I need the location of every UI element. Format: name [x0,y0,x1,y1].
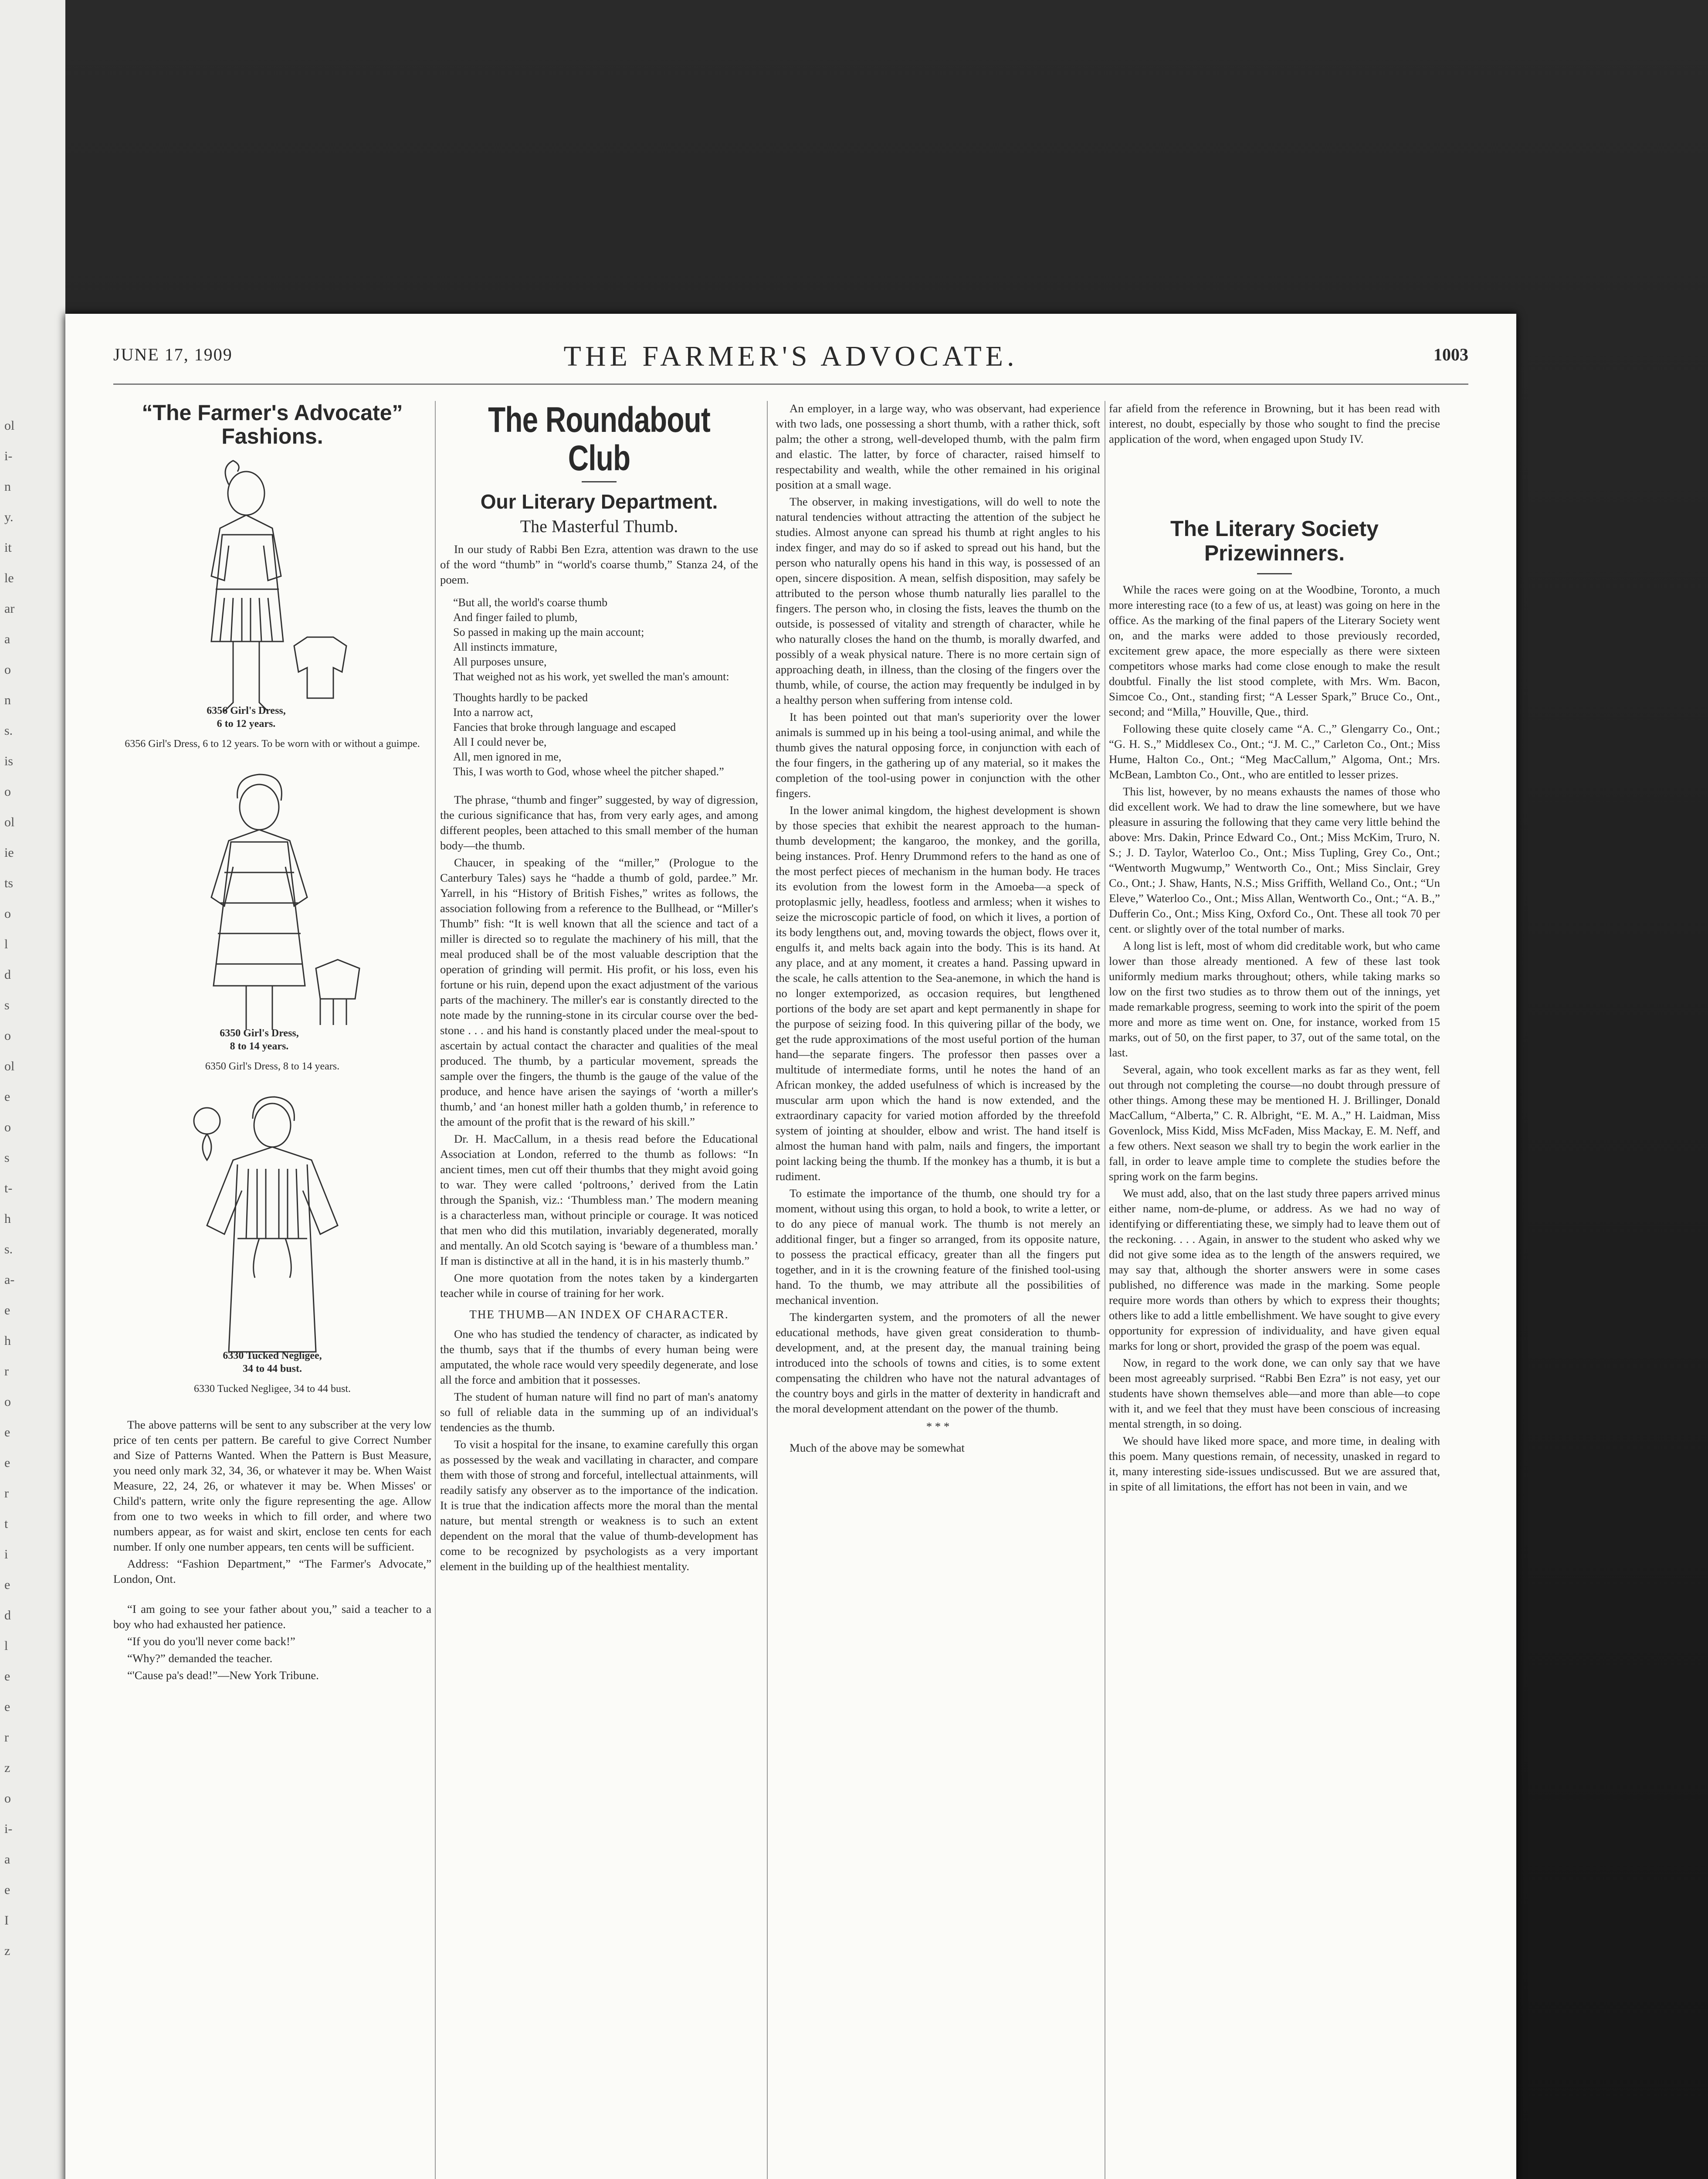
page-number: 1003 [1434,345,1468,364]
previous-page-fragment: n [4,693,11,707]
previous-page-fragment: ol [4,418,15,433]
paragraph: In the lower animal kingdom, the highest development is shown by those species that exhibit the nearest approach to the human-thumb development; the kangaroo, the monkey, and the gorilla, being instances. Prof. Henry Drummond refers to the hand as one of the most perfect pieces of mechanism in the human body. He traces its evolution from the lowest form in the Amoeba—a speck of protoplasmic jelly, headless, footless and armless; when it wishes to seize the microscopic particle of food, on which it lives, a portion of its body lengthens out, and, moving towards the object, flows over it, engulfs it, and melts back again into the body. This is its hand. At any place, and at any moment, it creates a hand. Passing upward in the scale, he calls attention to the Sea-anemone, in which the hand is no longer extemporized, as occasion requires, but lengthened portions of the body are set apart and kept permanently in shape for the purpose of seizing food. In this quivering pillar of the body, we get the rude approximations of the most useful portion of the human hand—the separate fingers. The professor then passes over a multitude of intermediate forms, until he notes the hand of an African monkey, the added usefulness of which is increased by the muscular arm upon which the hand is now extended, and the extraordinary capacity for varied motion afforded by the threefold system of jointing at shoulder, elbow and wrist. The hand itself is almost the human hand with palm, nails and fingers, the important point lacking being the thumb. If the monkey has a thumb, it is but a rudiment. [776,804,1100,1183]
paragraph: The phrase, “thumb and finger” suggested, by way of digression, the curious significance that has, from very early ages, and among different peoples, been attached to this small member of the human body—the thumb. [440,793,758,852]
paragraph: While the races were going on at the Woodbine, Toronto, a much more interesting race (to a few of us, at least) was going on here in the office. As the marking of the final papers of the Literary Society went on, and the marks were added to those previously recorded, excitement grew apace, the more especially as there were sixteen competitors whose marks had come close enough to make the result doubtful. Finally the list stood complete, with Mrs. Wm. Bacon, Simcoe Co., Ont., standing first; “A Lesser Spark,” Bruce Co., Ont., second; and “Milla,” Houville, Que., third. [1109,583,1440,718]
previous-page-fragment: d [4,1608,11,1622]
paragraph: One more quotation from the notes taken by a kindergarten teacher while in course of training for her work. [440,1271,758,1300]
previous-page-fragment: e [4,1090,10,1104]
newspaper-page [65,314,1516,2179]
prizewinners-column [1109,401,1440,2179]
previous-page-fragment: s [4,1151,10,1165]
previous-page-fragment: t- [4,1181,13,1195]
masthead-rule [113,384,1468,385]
previous-page-fragment: t [4,1517,8,1531]
negligee-6330-caption: 6330 Tucked Negligee, 34 to 44 bust. [223,1350,322,1375]
literary-department-heading: Our Literary Department. [480,490,718,513]
previous-page-fragment: a- [4,1273,15,1287]
paragraph: Now, in regard to the work done, we can only say that we have been most agreeably surprised. “Rabbi Ben Ezra” is not easy, yet our students have shown themselves able—and more than able—to cope with it, and we feel that they must have been conscious of increasing mental strength, in so doing. [1109,1356,1440,1430]
fashion-address: Address: “Fashion Department,” “The Farmer's Advocate,” London, Ont. [113,1557,431,1585]
fashions-heading: “The Farmer's Advocate” Fashions. [142,401,403,448]
previous-page-fragment: e [4,1425,10,1439]
previous-page-fragment: le [4,571,14,585]
previous-page-fragment: l [4,937,8,951]
previous-page-fragment: i- [4,1822,13,1836]
previous-page-fragment: e [4,1303,10,1317]
previous-page-fragment: e [4,1700,10,1714]
joke-line-2: “If you do you'll never come back!” [127,1635,295,1648]
previous-page-fragment: r [4,1486,9,1500]
paragraph: An employer, in a large way, who was observant, had experience with two lads, one possessing a short thumb, with a rather thick, soft palm; the other a strong, well-developed thumb, with the palm firm and elastic. The latter, by force of character, raised himself to respectability and wealth, while the other remained in his original position at a small wage. [776,402,1100,491]
previous-page-fragment: d [4,967,11,982]
dress-6350-caption: 6350 Girl's Dress, 8 to 14 years. [220,1028,299,1052]
previous-page-fragment: I [4,1913,9,1928]
article-title: The Masterful Thumb. [520,516,678,536]
previous-page-fragment: e [4,1883,10,1897]
prizewinners-heading: The Literary Society Prizewinners. [1170,516,1379,565]
joke-line-3: “Why?” demanded the teacher. [127,1652,273,1665]
paragraph: One who has studied the tendency of character, as indicated by the thumb, says that if the thumbs of every human being were amputated, the whole race would very speedily degenerate, and lose all the force and ambition that it possesses. [440,1327,758,1386]
paragraph: The student of human nature will find no part of man's anatomy so full of reliable data in the summing up of an individual's tendencies as the thumb. [440,1390,758,1434]
previous-page-fragment: ol [4,815,15,829]
previous-page-fragment: e [4,1456,10,1470]
paragraph: To visit a hospital for the insane, to examine carefully this organ as possessed by the weak and vacillating in character, and compare them with those of strong and forceful, intellectual attainments, will readily satisfy any observer as to the importance of the indication. It is true that the indication affects more the moral than the mental nature, but mental strength or weakness is to such an extent dependent on the moral that the value of thumb-development has come to be recognized by psychologists as a very important element in the building up of the healthiest mentality. [440,1438,758,1573]
negligee-6330-description: 6330 Tucked Negligee, 34 to 44 bust. [194,1383,351,1395]
previous-page-fragment: a [4,632,10,646]
roundabout-club-title: The Roundabout Club [488,401,710,478]
previous-page-fragment: r [4,1730,9,1745]
previous-page-fragment: it [4,540,12,555]
paragraph: Several, again, who took excellent marks as far as they went, fell out through not completing the course—no doubt through pressure of other things. Among these may be mentioned H. J. Brillinger, Donald MacCallum, “Alberta,” C. R. Albright, “E. M. A.,” H. Laidman, Miss Govenlock, Miss Kidd, Miss McFaden, Miss Mackay, E. M. Neff, and a few others. Next season we shall try to begin the work earlier in the fall, in order to leave ample time to complete the studies before the spring work on the farm begins. [1109,1063,1440,1183]
paragraph: It has been pointed out that man's superiority over the lower animals is summed up in his being a tool-using animal, and while the thumb gives the natural opposing force, in conjunction with each of the four fingers, in the gathering up of any material, so it makes the completion of the tool-using power in conjunction with the other fingers. [776,710,1100,800]
previous-page-fragment: o [4,1395,11,1409]
previous-page-fragment: r [4,1364,9,1378]
girls-dress-6350-illustration [172,772,373,1051]
previous-page-fragment: h [4,1212,11,1226]
previous-page-fragment: o [4,1791,11,1806]
previous-page-fragment: z [4,1944,10,1958]
joke-line-4: “'Cause pa's dead!”—New York Tribune. [127,1669,319,1682]
previous-page-fragment: is [4,754,14,768]
previous-page-fragment: ts [4,876,14,890]
previous-page-fragment: s. [4,723,13,738]
title-rule [582,481,617,482]
paragraph: The kindergarten system, and the promoters of all the newer educational methods, have given great consideration to thumb-development, and, at the present day, the manual training being introduced into the schools of towns and cities, is to some extent compensating the children who have not the natural advantages of the country boys and girls in the matter of dexterity in handicraft and the moral development attendant on the power of the thumb. [776,1310,1100,1415]
tucked-negligee-6330-illustration [172,1095,373,1374]
paragraph: The observer, in making investigations, will do well to note the natural tendencies without attracting the attention of the subject he studies. Almost anyone can spread his thumb at right angles to his index finger, and may do so if asked to spread out his hand, but the person who naturally opens his hand in this way, is possessed of an open, sincere disposition. A mean, selfish disposition, may safely be attributed to the person whose thumb naturally lies parallel to the fingers. The person who, in closing the fists, leaves the thumb on the outside, is possessed of vitality and strength of character, while he who naturally closes the hand on the thumb, is morally dwarfed, and possibly of a weak physical nature. There is no more certain sign of approaching death, in illness, than the closing of the fingers over the thumb, while, of course, the action may frequently be indulged in by a healthy person when suffering from intense cold. [776,495,1100,706]
previous-page-fragment: o [4,906,11,921]
article-intro: In our study of Rabbi Ben Ezra, attention was drawn to the use of the word “thumb” in “world's coarse thumb,” Stanza 24, of the poem. [440,543,758,586]
girls-dress-6356-illustration [181,458,364,729]
section-subhead: THE THUMB—AN INDEX OF CHARACTER. [469,1308,729,1321]
dress-6350-description: 6350 Girl's Dress, 8 to 14 years. [205,1061,340,1072]
paragraph: We should have liked more space, and more time, in dealing with this poem. Many questions remain, of necessity, unasked in regard to it, many interesting side-issues undiscussed. But we are assured that, in spite of all limitations, the effort has not been in vain, and we [1109,1434,1440,1493]
previous-page-fragment: l [4,1639,8,1653]
joke-line-1: “I am going to see your father about you,” said a teacher to a boy who had exhausted her patience. [113,1602,431,1631]
previous-page-edge [0,0,65,2179]
publication-title: THE FARMER'S ADVOCATE. [563,340,1018,372]
masthead [113,340,1468,388]
section-break-stars: * * * [926,1420,950,1433]
previous-page-fragment: e [4,1578,10,1592]
previous-page-fragment: ol [4,1059,15,1073]
previous-page-fragment: n [4,479,11,494]
previous-page-fragment: z [4,1761,10,1775]
paragraph: Much of the above may be somewhat [790,1441,965,1454]
paragraph: This list, however, by no means exhausts the names of those who did excellent work. We had to draw the line somewhere, but we have pleasure in assuring the following that they came very little behind the above: Mrs. Dakin, Prince Edward Co., Ont.; Miss McKim, Truro, N. S.; J. D. Taylor, Waterloo Co., Ont.; Miss Tupling, Grey Co., Ont.; “Wentworth Mugwump,” Wentworth Co., Ont.; Miss Sinclair, Grey Co., Ont.; J. Shaw, Hants, N.S.; Miss Griffith, Welland Co., Ont.; “Un Eleve,” Waterloo Co., Ont.; Miss Allan, Wentworth Co., Ont.; “A. B.,” Dufferin Co., Ont.; Miss King, Oxford Co., Ont. These all took 70 per cent. or slightly over of the total number of marks. [1109,785,1440,935]
paragraph: Chaucer, in speaking of the “miller,” (Prologue to the Canterbury Tales) says he “hadde a thumb of gold, pardee.” Mr. Yarrell, in his “History of British Fishes,” writes as follows, the association following from a reference to the Bullhead, or “Miller's Thumb” fish: “It is well known that all the science and tact of a miller is directed so to regulate the machinery of his mill, that the meal produced shall be of the most valuable description that the operation of grinding will permit. His profit, or his loss, even his fortune or his ruin, depend upon the exact adjustment of the various parts of the machinery. The miller's ear is constantly directed to the note made by the running-stone in its circular course over the bed-stone . . . and his hand is constantly placed under the meal-spout to ascertain by actual contact the character and qualities of the meal produced. The thumb, by a particular movement, spreads the sample over the fingers, the thumb is the gauge of the value of the produce, and hence have arisen the sayings of ‘worth a miller's thumb,’ and ‘an honest miller hath a golden thumb,’ in reference to the amount of the profit that is the reward of his skill.” [440,856,758,1128]
previous-page-fragment: o [4,662,11,677]
paragraph: Following these quite closely came “A. C.,” Glengarry Co., Ont.; “G. H. S.,” Middlesex Co., Ont.; “J. M. C.,” Carleton Co., Ont.; Miss Hume, Halton Co., Ont.; “Meg MacCallum,” Algoma, Ont.; Mrs. McBean, Lambton Co., Ont., who are entitled to lesser prizes. [1109,722,1440,781]
previous-page-fragment: y. [4,510,14,524]
previous-page-fragment: ar [4,601,15,616]
dress-6356-description: 6356 Girl's Dress, 6 to 12 years. To be worn with or without a guimpe. [125,738,420,750]
previous-page-fragment: i [4,1547,8,1561]
paragraph: far afield from the reference in Browning, but it has been read with interest, no doubt, especially by those who sought to find the precise application of the word, when engaged upon Study IV. [1109,402,1440,445]
previous-page-fragment: s [4,998,10,1012]
previous-page-fragment: e [4,1669,10,1683]
previous-page-fragment: o [4,784,11,799]
heading-rule [1257,573,1292,574]
fashions-column [113,401,431,2179]
column-divider [435,401,436,2179]
previous-page-fragment: h [4,1334,11,1348]
pattern-order-text: The above patterns will be sent to any subscriber at the very low price of ten cents per pattern. Be careful to give Correct Number and Size of Patterns Wanted. When the Pattern is Bust Measure, you need only mark 32, 34, 36, or whatever it may be. When Waist Measure, 22, 24, 26, or whatever it may be. When Misses' or Child's pattern, write only the figure representing the age. Allow from one to two weeks in which to fill order, and where two numbers appear, as for waist and skirt, enclose ten cents for each number. If only one number appears, ten cents will be sufficient. [113,1418,431,1553]
previous-page-fragment: o [4,1028,11,1043]
previous-page-fragment: a [4,1852,10,1867]
roundabout-column [440,401,758,2179]
dress-6356-caption: 6356 Girl's Dress, 6 to 12 years. [207,705,286,730]
previous-page-fragment: i- [4,449,13,463]
column-divider [767,401,768,2179]
paragraph: A long list is left, most of whom did creditable work, but who came lower than those already mentioned. A few of these last took uniformly medium marks throughout; others, while taking marks so low on the first two studies as to throw them out of the innings, yet made remarkable progress, seeming to work into the spirit of the poem more and more as time went on. One, for instance, worked from 15 marks, out of 50, on the first paper, to 37, out of the same total, on the last. [1109,939,1440,1059]
previous-page-fragment: o [4,1120,11,1134]
previous-page-fragment: s. [4,1242,13,1256]
paragraph: To estimate the importance of the thumb, one should try for a moment, without using this organ, to hold a book, to write a letter, or to do any piece of manual work. The thumb is not merely an additional finger, but a finger so arranged, from its opposite nature, to possess the practical efficacy, greater than all the fingers put together, and in it is the crowning feature of the finished tool-using hand. To the thumb, we may attribute all the possibilities of mechanical invention. [776,1187,1100,1307]
previous-page-fragment: ie [4,845,14,860]
poem-stanza: “But all, the world's coarse thumb And finger failed to plumb, So passed in making up the main account; All instincts immature, All purposes unsure, That weighed not as his work, yet swelled the man's amount: Thoughts hardly to be packed Into a narrow act, Fancies that broke through language and escaped All I could never be, All, men ignored in me, This, I was worth to God, whose wheel the pitcher shaped.” [453,596,729,778]
paragraph: Dr. H. MacCallum, in a thesis read before the Educational Association at London, referred to the thumb as follows: “In ancient times, men cut off their thumbs that they might avoid going to war. They were called ‘poltroons,’ derived from the Latin through the Spanish, viz.: ‘Thumbless man.’ The modern meaning is a characterless man, without principle or courage. It was noticed that men who did this mutilation, invariably degenerated, morally and mentally. An old Scotch saying is ‘beware of a thumbless man.’ If man is distinctive at all in the hand, it is in his masterly thumb.” [440,1132,758,1267]
thumb-article-continued-column [776,401,1100,2179]
issue-date: JUNE 17, 1909 [113,345,233,364]
paragraph: We must add, also, that on the last study three papers arrived minus either name, nom-de-plume, or address. As we had no way of identifying or differentiating these, we simply had to leave them out of the reckoning. . . . Again, in answer to the student who asked why we did not give some idea as to the length of the answers required, we may say that, although the shorter answers were in some cases published, no difference was made in the marking. Some people require more words than others by which to express their thoughts; others like to add a little embellishment. We have sought to give every opportunity for expression of individuality, and have given equal marks for long or short, provided the grasp of the poem was equal. [1109,1187,1440,1352]
